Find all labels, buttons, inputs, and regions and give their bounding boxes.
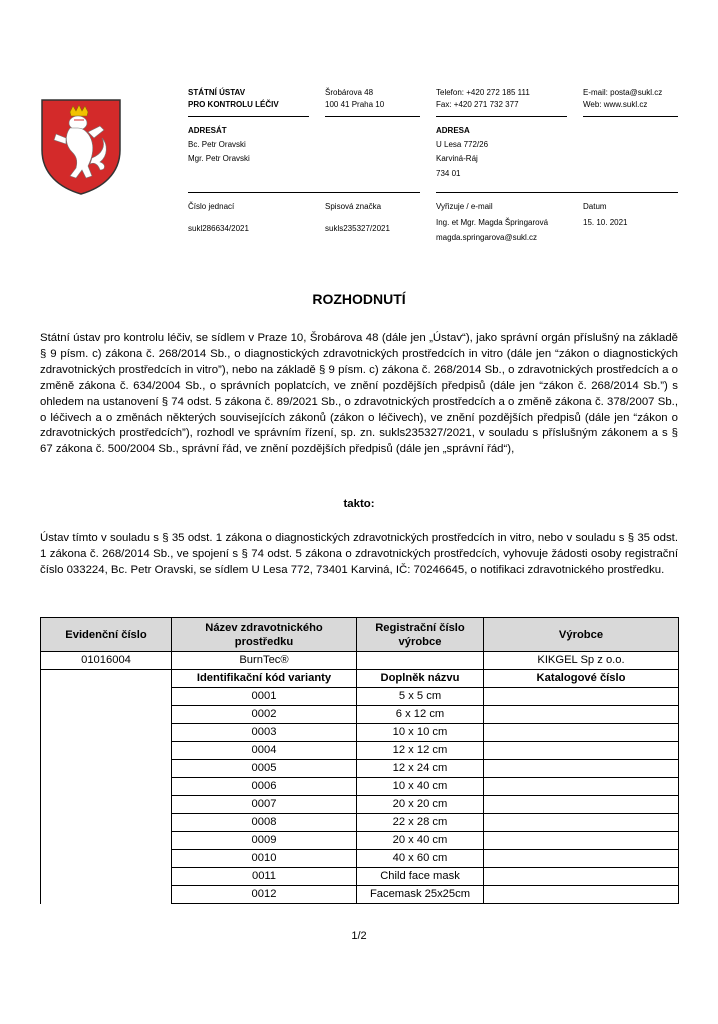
vyrizuje-email: magda.springarova@sukl.cz	[436, 233, 538, 242]
variant-catalog-cell	[484, 850, 679, 868]
variant-catalog-cell	[484, 832, 679, 850]
header-divider-2	[325, 116, 420, 117]
institution-street: Šrobárova 48	[325, 88, 374, 97]
variant-code-cell: 0001	[172, 688, 357, 706]
cj-value: sukl286634/2021	[188, 223, 249, 233]
variant-catalog-cell	[484, 688, 679, 706]
variant-addition-cell: 12 x 12 cm	[357, 742, 484, 760]
header-evidencni-cislo: Evidenční číslo	[41, 618, 172, 652]
device-table	[40, 617, 679, 904]
page-number: 1/2	[351, 930, 367, 942]
variant-code-cell: 0006	[172, 778, 357, 796]
subheader-doplnek-nazvu: Doplněk názvu	[357, 670, 484, 688]
variant-code-cell: 0010	[172, 850, 357, 868]
variant-catalog-cell	[484, 886, 679, 904]
product-evidencni-cislo: 01016004	[41, 652, 172, 670]
institution-name: STÁTNÍ ÚSTAV	[188, 88, 246, 97]
variant-code-cell: 0012	[172, 886, 357, 904]
variant-catalog-cell	[484, 868, 679, 886]
variant-code-cell: 0007	[172, 796, 357, 814]
header-registracni-cislo: Registrační číslo výrobce	[357, 618, 484, 652]
takto-heading: takto:	[343, 498, 375, 510]
sz-value: sukls235327/2021	[325, 223, 390, 233]
variant-catalog-cell	[484, 742, 679, 760]
institution-name-2: PRO KONTROLU LÉČIV	[188, 99, 279, 109]
product-nazev: BurnTec®	[172, 652, 357, 670]
variant-addition-cell: Facemask 25x25cm	[357, 886, 484, 904]
decision-intro-paragraph: Státní ústav pro kontrolu léčiv, se sídlem v Praze 10, Šrobárova 48 (dále jen „Ústav“), jako správní orgán příslušný na základě § 9 písm. c) zákona č. 268/2014 Sb., o diagnostických zdravotnických prostředcích in vitro (dále jen “zákon o diagnostických zdravotnických prostředcích in vitro”), nebo na základě § 9 písm. c) zákona č. 268/2014 Sb., o zdravotnických prostředcích a o změně zákona č. 634/2004 Sb., o správních poplatcích, ve znění pozdějších předpisů (dále jen “zákon č. 268/2014 Sb.”) s ohledem na ustanovení § 74 odst. 5 zákona č. 89/2021 Sb., o zdravotnických prostředcích a o změně zákona č. 378/2007 Sb., o léčivech a o změnách některých souvisejících zákonů (zákon o léčivech), ve znění pozdějších předpisů (dále jen “zákon o zdravotnických prostředcích”), rozhodl ve správním řízení, sp. zn. sukls235327/2021, v souladu s příslušným zákonem a s § 67 zákona č. 500/2004 Sb., správní řád, ve znění pozdějších předpisů (dále jen „správní řád“),	[40, 332, 678, 456]
variant-spacer-cell	[41, 670, 172, 904]
variant-code-cell: 0005	[172, 760, 357, 778]
variant-code-cell: 0002	[172, 706, 357, 724]
vyrizuje-label: Vyřizuje / e-mail	[436, 202, 493, 211]
variant-code-cell: 0009	[172, 832, 357, 850]
variant-addition-cell: 6 x 12 cm	[357, 706, 484, 724]
variant-catalog-cell	[484, 778, 679, 796]
vyrizuje-name: Ing. et Mgr. Magda Špringarová	[436, 217, 549, 227]
institution-email: E-mail: posta@sukl.cz	[583, 88, 663, 97]
adresat-name-1: Bc. Petr Oravski	[188, 139, 246, 149]
variant-addition-cell: 10 x 40 cm	[357, 778, 484, 796]
subheader-kod-varianty: Identifikační kód varianty	[172, 670, 357, 688]
header-divider-5	[188, 192, 420, 193]
variant-addition-cell: 5 x 5 cm	[357, 688, 484, 706]
header-divider-4	[583, 116, 678, 117]
variant-code-cell: 0003	[172, 724, 357, 742]
cj-label: Číslo jednací	[188, 202, 235, 211]
variant-addition-cell: 10 x 10 cm	[357, 724, 484, 742]
subheader-katalogove-cislo: Katalogové číslo	[484, 670, 679, 688]
header-divider-3	[436, 116, 567, 117]
variant-catalog-cell	[484, 724, 679, 742]
datum-value: 15. 10. 2021	[583, 217, 628, 227]
variant-code-cell: 0011	[172, 868, 357, 886]
variant-catalog-cell	[484, 760, 679, 778]
product-vyrobce: KIKGEL Sp z o.o.	[484, 652, 679, 670]
adresa-line-3: 734 01	[436, 168, 461, 178]
institution-fax: Fax: +420 271 732 377	[436, 99, 519, 109]
document-title: ROZHODNUTÍ	[312, 291, 406, 307]
variant-catalog-cell	[484, 706, 679, 724]
variant-code-cell: 0008	[172, 814, 357, 832]
variant-catalog-cell	[484, 814, 679, 832]
variant-subheader-row	[41, 670, 679, 688]
table-header-row	[41, 618, 679, 652]
variant-catalog-cell	[484, 796, 679, 814]
product-registracni-cislo	[357, 652, 484, 670]
datum-label: Datum	[583, 202, 607, 211]
variant-code-cell: 0004	[172, 742, 357, 760]
adresa-line-2: Karviná-Ráj	[436, 154, 478, 163]
institution-phone: Telefon: +420 272 185 111	[436, 88, 530, 97]
adresa-line-1: U Lesa 772/26	[436, 139, 489, 149]
variant-addition-cell: 40 x 60 cm	[357, 850, 484, 868]
variant-addition-cell: Child face mask	[357, 868, 484, 886]
institution-web: Web: www.sukl.cz	[583, 99, 648, 109]
variant-addition-cell: 20 x 40 cm	[357, 832, 484, 850]
header-nazev: Název zdravotnického prostředku	[172, 618, 357, 652]
product-row	[41, 652, 679, 670]
institution-city: 100 41 Praha 10	[325, 99, 385, 109]
header-divider-1	[188, 116, 309, 117]
adresa-label: ADRESA	[436, 126, 470, 135]
variant-addition-cell: 22 x 28 cm	[357, 814, 484, 832]
sz-label: Spisová značka	[325, 202, 382, 211]
adresat-name-2: Mgr. Petr Oravski	[188, 154, 250, 163]
adresat-label: ADRESÁT	[188, 126, 227, 135]
variant-addition-cell: 12 x 24 cm	[357, 760, 484, 778]
coat-of-arms-logo	[40, 98, 122, 196]
decision-body-paragraph: Ústav tímto v souladu s § 35 odst. 1 zákona o diagnostických zdravotnických prostředcích in vitro, nebo v souladu s § 35 odst. 1 zákona č. 268/2014 Sb., ve spojení s § 74 odst. 5 zákona o zdravotnických prostředcích, vyhovuje žádosti osoby registrační číslo 033224, Bc. Petr Oravski, se sídlem U Lesa 772, 73401 Karviná, IČ: 70246645, o notifikaci zdravotnického prostředku.	[40, 532, 678, 576]
header-vyrobce: Výrobce	[484, 618, 679, 652]
variant-addition-cell: 20 x 20 cm	[357, 796, 484, 814]
header-divider-6	[436, 192, 678, 193]
